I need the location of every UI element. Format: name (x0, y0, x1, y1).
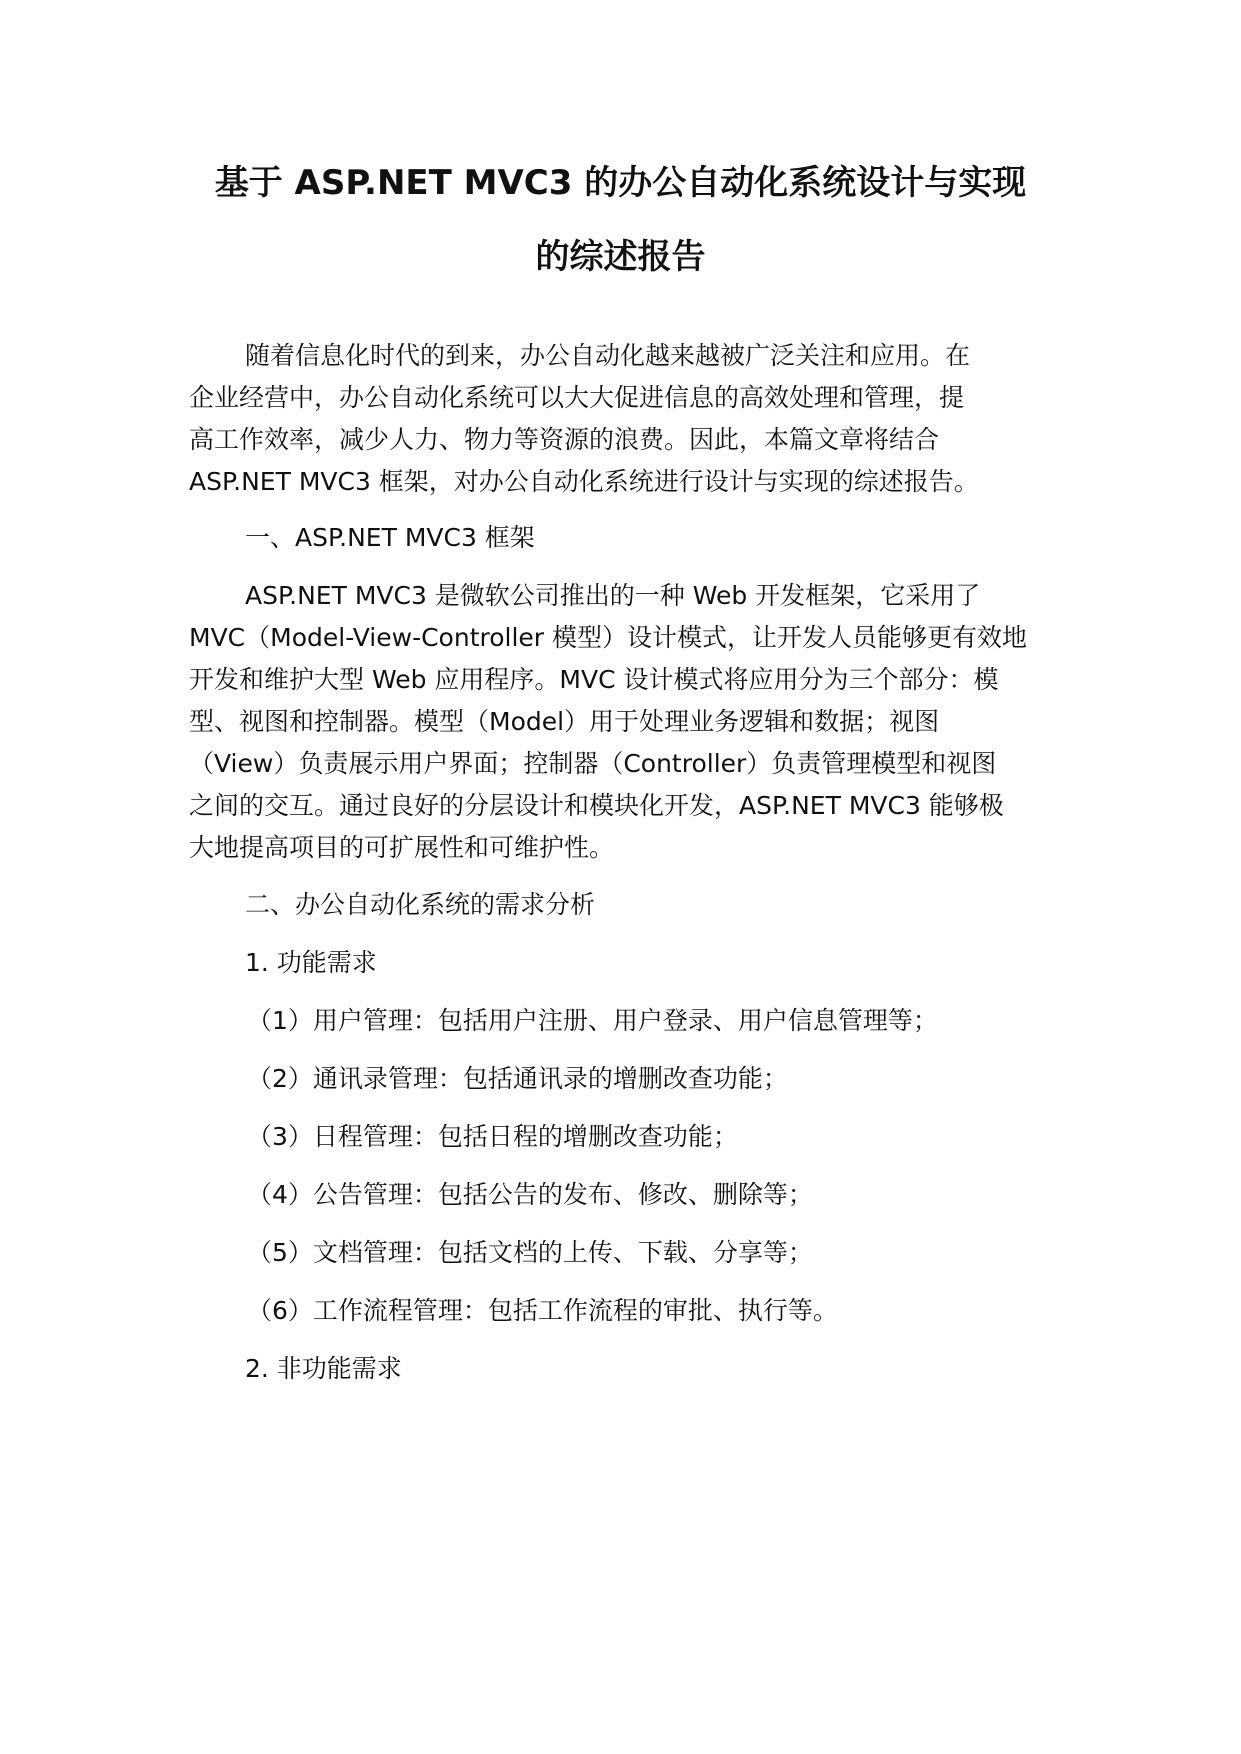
requirement-list-item: （2）通讯录管理：包括通讯录的增删改查功能； (247, 1064, 788, 1093)
subsection-heading-nonfunctional: 2. 非功能需求 (245, 1354, 402, 1383)
subsection-heading-functional: 1. 功能需求 (245, 948, 377, 977)
section1-paragraph-line: ASP.NET MVC3 是微软公司推出的一种 Web 开发框架，它采用了 (245, 581, 981, 610)
document-title-line-1: 基于 ASP.NET MVC3 的办公自动化系统设计与实现 (214, 163, 1027, 203)
section-heading-2: 二、办公自动化系统的需求分析 (245, 890, 596, 919)
requirement-list-item: （3）日程管理：包括日程的增删改查功能； (247, 1122, 738, 1151)
section1-paragraph-line: MVC（Model-View-Controller 模型）设计模式，让开发人员能够更有效地 (189, 623, 1028, 652)
section1-paragraph-line: 大地提高项目的可扩展性和可维护性。 (189, 833, 615, 862)
section1-paragraph-line: 型、视图和控制器。模型（Model）用于处理业务逻辑和数据；视图 (189, 707, 940, 736)
section-heading-1: 一、ASP.NET MVC3 框架 (245, 523, 535, 552)
intro-paragraph-line: 高工作效率，减少人力、物力等资源的浪费。因此，本篇文章将结合 (189, 425, 940, 454)
section1-paragraph-line: 开发和维护大型 Web 应用程序。MVC 设计模式将应用分为三个部分：模 (189, 665, 999, 694)
requirement-list-item: （1）用户管理：包括用户注册、用户登录、用户信息管理等； (247, 1006, 938, 1035)
intro-paragraph-line: 企业经营中，办公自动化系统可以大大促进信息的高效处理和管理，提 (189, 383, 965, 412)
intro-paragraph-line: ASP.NET MVC3 框架，对办公自动化系统进行设计与实现的综述报告。 (189, 467, 979, 496)
section1-paragraph-line: 之间的交互。通过良好的分层设计和模块化开发，ASP.NET MVC3 能够极 (189, 791, 1004, 820)
intro-paragraph-line: 随着信息化时代的到来，办公自动化越来越被广泛关注和应用。在 (245, 341, 971, 370)
section1-paragraph-line: （View）负责展示用户界面；控制器（Controller）负责管理模型和视图 (189, 749, 997, 778)
requirement-list-item: （4）公告管理：包括公告的发布、修改、删除等； (247, 1180, 813, 1209)
requirement-list-item: （6）工作流程管理：包括工作流程的审批、执行等。 (247, 1296, 838, 1325)
requirement-list-item: （5）文档管理：包括文档的上传、下载、分享等； (247, 1238, 813, 1267)
document-title-line-2: 的综述报告 (535, 237, 706, 277)
